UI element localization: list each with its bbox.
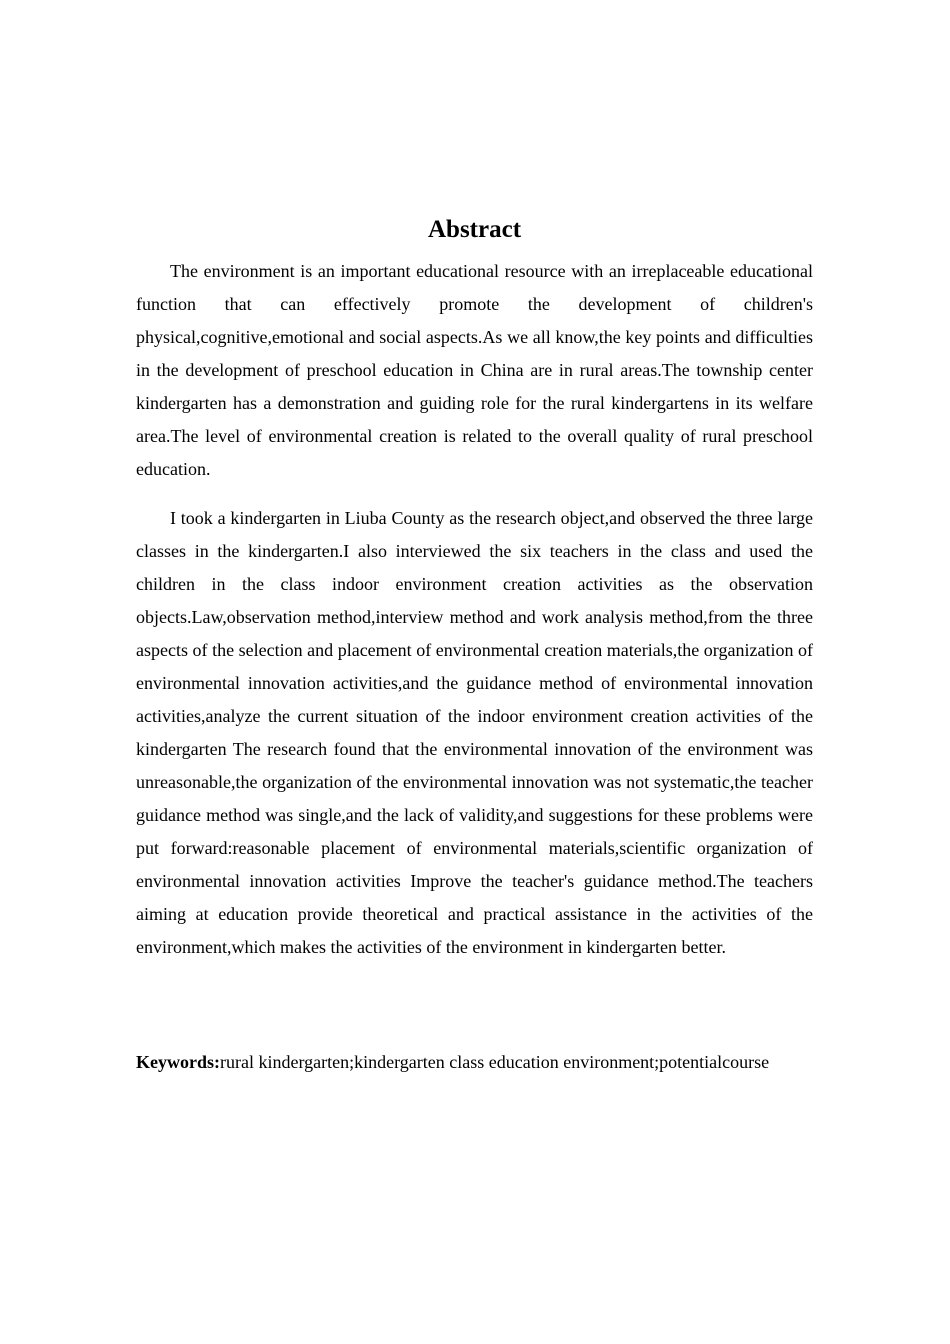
abstract-paragraph-2: I took a kindergarten in Liuba County as the research object,and observed the three large classes in the kindergarten.I also interviewed the six teachers in the class and used the children in the class indoor environment creation activities as the observation objects.Law,observation method,interview method and work analysis method,from the three aspects of the selection and placement of environmental creation materials,the organization of environmental innovation activities,and the guidance method of environmental innovation activities,analyze the current situation of the indoor environment creation activities of the kindergarten The research found that the environmental innovation of the environment was unreasonable,the organization of the environmental innovation was not systematic,the teacher guidance method was single,and the lack of validity,and suggestions for these problems were put forward:reasonable placement of environmental materials,scientific organization of environmental innovation activities Improve the teacher's guidance method.The teachers aiming at education provide theoretical and practical assistance in the activities of the environment,which makes the activities of the environment in kindergarten better.: [136, 508, 813, 957]
abstract-page: [136, 210, 813, 1079]
keywords-text: rural kindergarten;kindergarten class education environment;potentialcourse: [220, 1052, 770, 1072]
keywords-line: [136, 1046, 813, 1079]
page-title: Abstract: [427, 216, 522, 243]
abstract-paragraph-1: The environment is an important educational resource with an irreplaceable educational function that can effectively promote the development of children's physical,cognitive,emotional and social aspects.As we all know,the key points and difficulties in the development of preschool education in China are in rural areas.The township center kindergarten has a demonstration and guiding role for the rural kindergartens in its welfare area.The level of environmental creation is related to the overall quality of rural preschool education.: [136, 261, 813, 479]
keywords-label: Keywords:: [136, 1052, 220, 1072]
